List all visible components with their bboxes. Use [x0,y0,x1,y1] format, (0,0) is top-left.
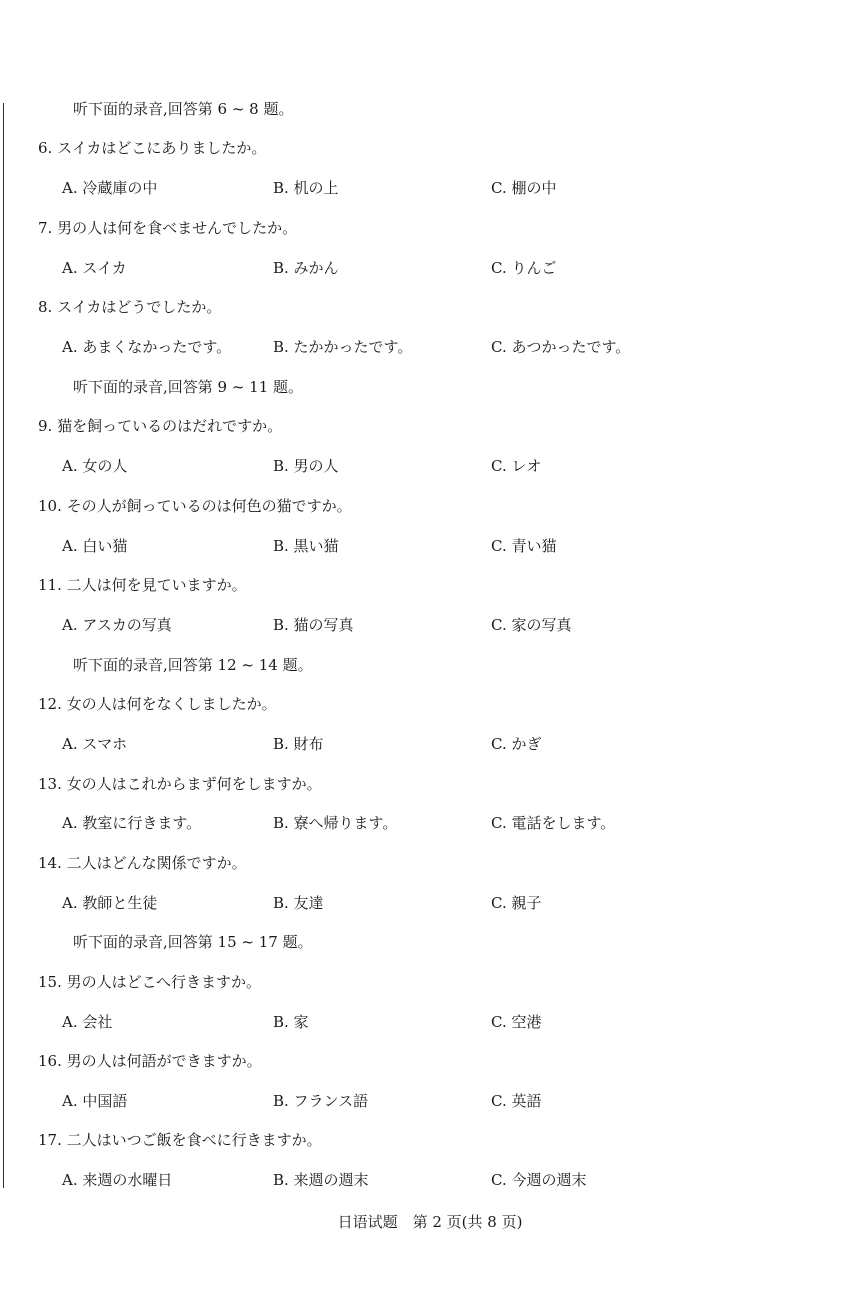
option-c: C. 英語 [491,1092,542,1110]
binding-margin-line [3,103,4,1188]
option-a: A. 教師と生徒 [62,894,158,912]
question-9: 9. 猫を飼っているのはだれですか。 [38,417,283,435]
option-b: B. 男の人 [273,457,339,475]
option-c: C. 電話をします。 [491,814,616,832]
option-c: C. 親子 [491,894,542,912]
option-b: B. みかん [273,259,339,277]
option-b: B. 友達 [273,894,324,912]
section-instruction: 听下面的录音,回答第 9 ~ 11 题。 [73,378,304,396]
option-b: B. 寮へ帰ります。 [273,814,398,832]
option-a: A. アスカの写真 [62,616,172,634]
option-a: A. スマホ [62,735,128,753]
question-14: 14. 二人はどんな関係ですか。 [38,854,247,872]
page-footer: 日语试题 第 2 页(共 8 页) [337,1213,523,1231]
option-b: B. 猫の写真 [273,616,354,634]
question-8: 8. スイカはどうでしたか。 [38,298,222,316]
section-instruction: 听下面的录音,回答第 6 ~ 8 题。 [73,100,294,118]
option-c: C. 空港 [491,1013,542,1031]
option-c: C. りんご [491,259,557,277]
option-b: B. 家 [273,1013,309,1031]
option-b: B. 来週の週末 [273,1171,369,1189]
option-a: A. スイカ [62,259,127,277]
option-b: B. たかかったです。 [273,338,413,356]
option-c: C. レオ [491,457,542,475]
question-16: 16. 男の人は何語ができますか。 [38,1052,262,1070]
option-a: A. 白い猫 [62,537,128,555]
question-11: 11. 二人は何を見ていますか。 [38,576,247,594]
option-b: B. フランス語 [273,1092,369,1110]
option-a: A. 女の人 [62,457,128,475]
question-15: 15. 男の人はどこへ行きますか。 [38,973,262,991]
section-instruction: 听下面的录音,回答第 15 ~ 17 题。 [73,933,313,951]
option-a: A. 中国語 [62,1092,128,1110]
option-a: A. 会社 [62,1013,113,1031]
question-7: 7. 男の人は何を食べませんでしたか。 [38,219,298,237]
option-c: C. かぎ [491,735,542,753]
question-6: 6. スイカはどこにありましたか。 [38,139,267,157]
section-instruction: 听下面的录音,回答第 12 ~ 14 题。 [73,656,313,674]
option-b: B. 財布 [273,735,324,753]
option-c: C. 棚の中 [491,179,557,197]
question-10: 10. その人が飼っているのは何色の猫ですか。 [38,497,352,515]
option-a: A. 来週の水曜日 [62,1171,173,1189]
option-a: A. 教室に行きます。 [62,814,202,832]
option-a: A. あまくなかったです。 [62,338,232,356]
option-b: B. 机の上 [273,179,339,197]
option-a: A. 冷蔵庫の中 [62,179,158,197]
option-c: C. 今週の週末 [491,1171,587,1189]
option-b: B. 黒い猫 [273,537,339,555]
question-12: 12. 女の人は何をなくしましたか。 [38,695,277,713]
option-c: C. 家の写真 [491,616,572,634]
option-c: C. あつかったです。 [491,338,631,356]
question-13: 13. 女の人はこれからまず何をしますか。 [38,775,322,793]
question-17: 17. 二人はいつご飯を食べに行きますか。 [38,1131,322,1149]
option-c: C. 青い猫 [491,537,557,555]
